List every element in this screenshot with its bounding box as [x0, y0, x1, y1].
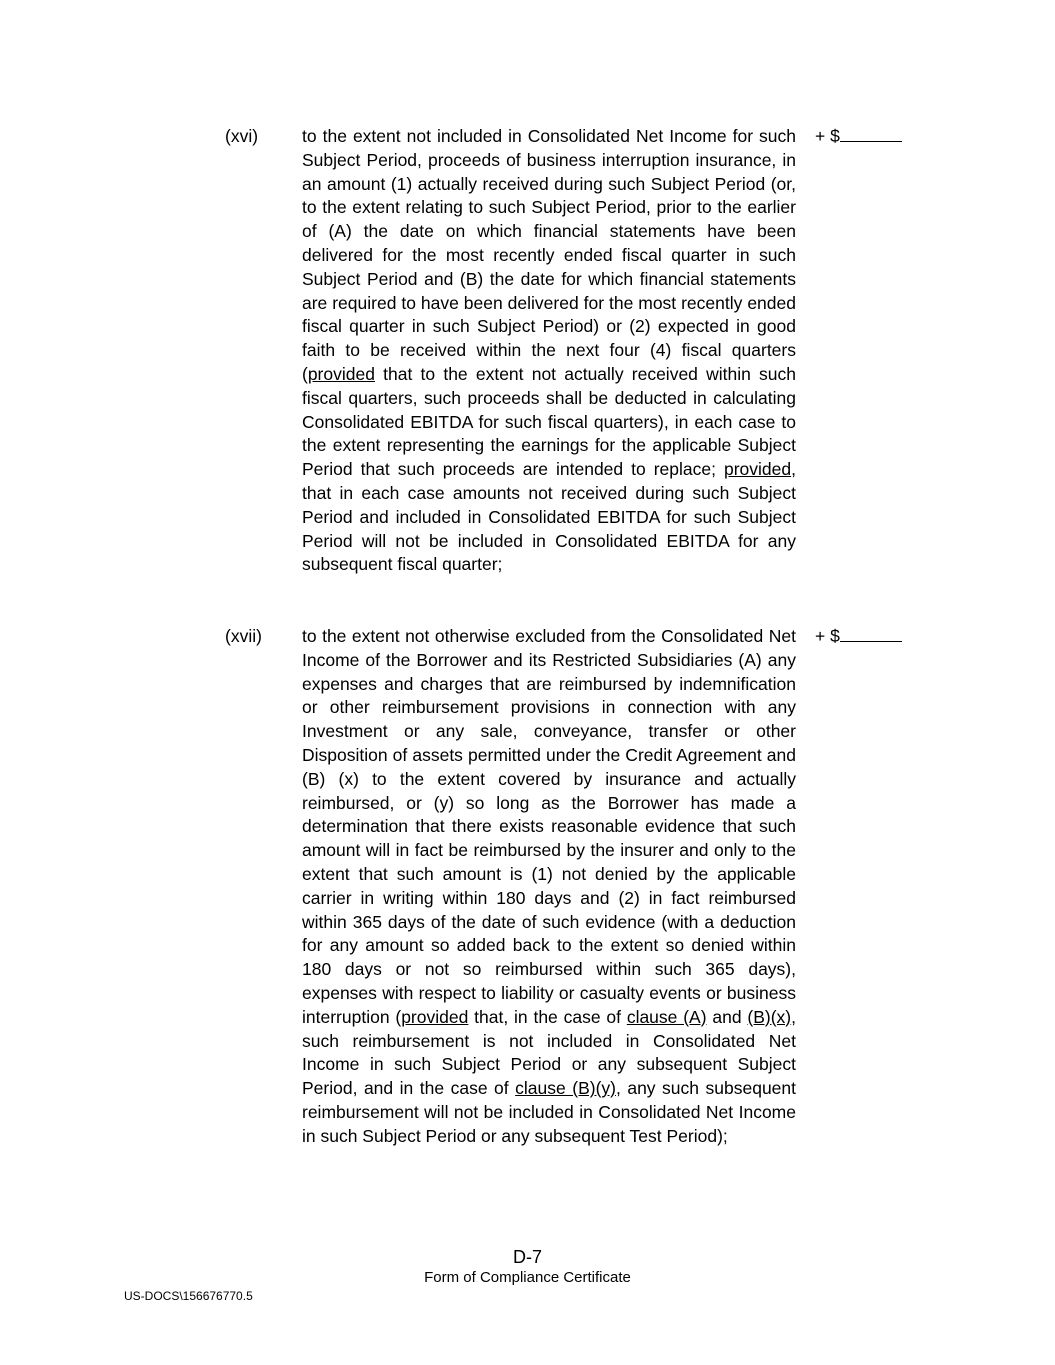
amount-field: [815, 125, 902, 149]
amount-field: [815, 625, 902, 649]
text-segment: to the extent not otherwise excluded from the Consolidated Net Income of the Borrower and its Restricted Subsidiaries (A) any expenses and charges that are reimbursed by indemnification or other reimbursement provisions in connection with any Investment or any sale, conveyance, transfer or other Disposition of assets permitted under the Credit Agreement and (B) (x) to the extent covered by insurance and actually reimbursed, or (y) so long as the Borrower has made a determination that there exists reasonable evidence that such amount will in fact be reimbursed by the insurer and only to the extent that such amount is (1) not denied by the applicable carrier in writing within 180 days and (2) in fact reimbursed within 365 days of the date of such evidence (with a deduction for any amount so added back to the extent so denied within 180 days or not so reimbursed within such 365 days), expenses with respect to liability or casualty events or business interruption (: [302, 626, 796, 1027]
document-id: US-DOCS\156676770.5: [124, 1289, 253, 1303]
text-segment: to the extent not included in Consolidated Net Income for such Subject Period, proceeds of business interruption insurance, in an amount (1) actually received during such Subject Period (or, to the extent relating to such Subject Period, prior to the earlier of (A) the date on which financial statements have been delivered for the most recently ended fiscal quarter in such Subject Period and (B) the date for which financial statements are required to have been delivered for the most recently ended fiscal quarter in such Subject Period) or (2) expected in good faith to be received within the next four (4) fiscal quarters (: [302, 126, 796, 384]
underlined-term: clause (B)(y): [515, 1078, 616, 1099]
text-segment: and: [706, 1006, 748, 1027]
underlined-term: clause (A): [626, 1006, 707, 1027]
amount-label: + $: [815, 626, 840, 646]
footer-title: Form of Compliance Certificate: [424, 1269, 631, 1286]
text-segment: that, in the case of: [468, 1006, 627, 1027]
clause-text: [302, 125, 796, 577]
underlined-term: provided: [307, 363, 375, 384]
text-segment: , any such subsequent reimbursement will not be included in Consolidated Net Income in such Subject Period or any subsequent Test Period);: [302, 1078, 797, 1146]
clause-text: [302, 625, 796, 1149]
amount-blank-line: [840, 126, 902, 142]
page-number: D-7: [512, 1247, 542, 1267]
text-segment: that to the extent not actually received within such fiscal quarters, such proceeds shall be deducted in calculating Consolidated EBITDA for such fiscal quarters), in each case to the extent representing the earnings for the applicable Subject Period that such proceeds are intended to replace;: [302, 363, 796, 480]
amount-label: + $: [815, 126, 840, 146]
underlined-term: provided: [401, 1006, 469, 1027]
clause-number: (xvi): [225, 126, 259, 146]
text-segment: , such reimbursement is not included in Consolidated Net Income in such Subject Period or any subsequent Subject Period, and in the case of: [302, 1006, 796, 1099]
amount-blank-line: [840, 626, 902, 642]
underlined-term: (B)(x): [747, 1006, 792, 1027]
underlined-term: provided: [723, 459, 792, 480]
text-segment: , that in each case amounts not received during such Subject Period and included in Consolidated EBITDA for such Subject Period will not be included in Consolidated EBITDA for any subsequent fiscal quarter;: [302, 459, 796, 575]
clause-number: (xvii): [225, 626, 262, 646]
